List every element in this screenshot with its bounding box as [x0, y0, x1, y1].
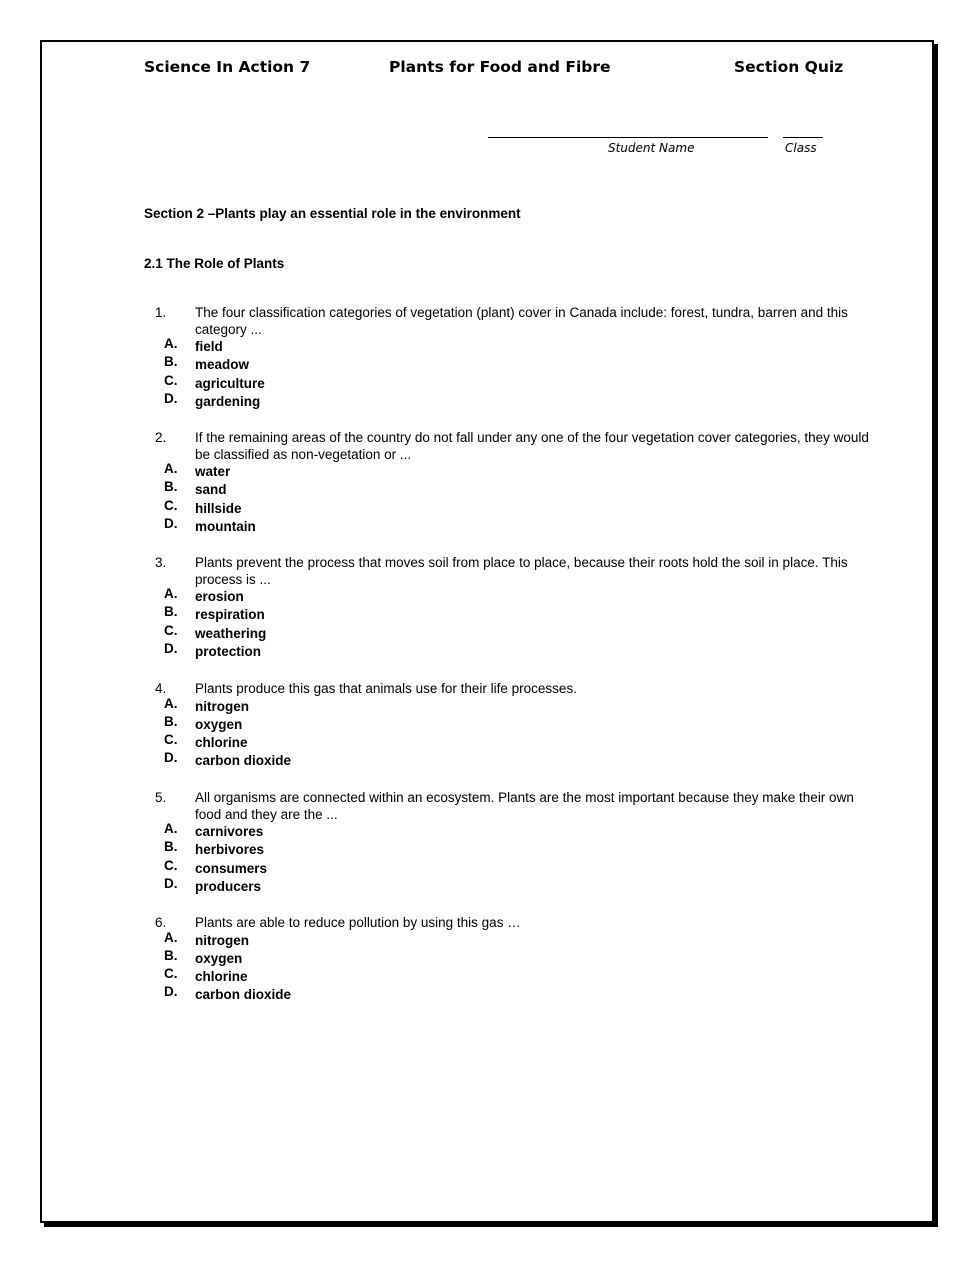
option-letter: C. [164, 966, 178, 982]
question-5 [144, 790, 874, 896]
option-a[interactable] [144, 823, 874, 841]
option-text: erosion [195, 589, 244, 604]
option-letter: C. [164, 497, 178, 513]
option-b[interactable] [144, 606, 874, 624]
option-letter: A. [164, 695, 178, 711]
subsection-heading: 2.1 The Role of Plants [144, 256, 285, 271]
option-text: respiration [195, 607, 265, 623]
option-text: mountain [195, 518, 256, 534]
option-text: sand [195, 482, 227, 498]
question-number: 4. [155, 681, 167, 696]
question-number: 5. [155, 790, 167, 805]
question-number: 2. [155, 430, 167, 445]
question-text: Plants are able to reduce pollution by using this gas … [195, 915, 521, 930]
question-number: 3. [155, 555, 167, 570]
option-d[interactable] [144, 640, 874, 661]
quiz-header [144, 58, 844, 80]
option-letter: D. [164, 515, 178, 531]
question-text: Plants produce this gas that animals use for their life processes. [195, 681, 577, 696]
option-d[interactable] [144, 986, 874, 1004]
option-text: oxygen [195, 716, 243, 732]
question-text: The four classification categories of vegetation (plant) cover in Canada include: forest, tundra, barren and this category ... [195, 305, 848, 337]
option-text: carbon dioxide [195, 753, 292, 769]
option-text: gardening [195, 393, 261, 409]
option-text: carnivores [195, 824, 264, 839]
option-d[interactable] [144, 875, 874, 896]
option-a[interactable] [144, 338, 874, 356]
option-letter: A. [164, 929, 178, 945]
option-text: agriculture [195, 375, 265, 391]
option-b[interactable] [144, 947, 874, 968]
option-c[interactable] [144, 968, 874, 986]
question-3 [144, 555, 874, 661]
option-letter: B. [164, 479, 178, 495]
option-letter: B. [164, 713, 178, 729]
quiz-type: Section Quiz [734, 58, 844, 76]
option-a[interactable] [144, 588, 874, 606]
student-name-field[interactable] [488, 137, 768, 138]
option-text: carbon dioxide [195, 987, 292, 1003]
option-text: oxygen [195, 950, 243, 966]
option-letter: B. [164, 839, 178, 855]
option-text: field [195, 339, 223, 354]
option-letter: C. [164, 372, 178, 388]
option-letter: C. [164, 622, 178, 638]
class-label: Class [785, 141, 817, 155]
option-text: consumers [195, 860, 268, 876]
option-text: producers [195, 878, 262, 894]
option-text: nitrogen [195, 932, 249, 948]
option-letter: D. [164, 390, 178, 406]
option-letter: A. [164, 461, 178, 476]
option-text: meadow [195, 357, 250, 373]
option-letter: A. [164, 336, 178, 351]
option-c[interactable] [144, 622, 874, 643]
question-text: All organisms are connected within an ecosystem. Plants are the most important because they make their own food and they are the ... [195, 790, 854, 822]
option-a[interactable] [144, 463, 874, 481]
option-text: chlorine [195, 969, 248, 985]
option-c[interactable] [144, 857, 874, 878]
option-text: weathering [195, 625, 267, 641]
option-d[interactable] [144, 752, 874, 770]
class-field[interactable] [783, 137, 823, 138]
option-d[interactable] [144, 390, 874, 411]
option-letter: A. [164, 821, 178, 836]
question-text: If the remaining areas of the country do not fall under any one of the four vegetation cover categories, they would be classified as non-vegetation or ... [195, 430, 869, 462]
option-c[interactable] [144, 372, 874, 393]
option-c[interactable] [144, 497, 874, 518]
student-name-label: Student Name [608, 141, 695, 155]
option-text: nitrogen [195, 698, 249, 714]
option-text: water [195, 464, 231, 479]
option-letter: D. [164, 640, 178, 656]
option-letter: B. [164, 604, 178, 620]
option-d[interactable] [144, 515, 874, 536]
question-2 [144, 430, 874, 536]
option-letter: D. [164, 750, 178, 766]
option-letter: A. [164, 586, 178, 601]
option-b[interactable] [144, 356, 874, 374]
option-a[interactable] [144, 695, 874, 716]
course-title: Science In Action 7 [144, 58, 311, 76]
option-b[interactable] [144, 713, 874, 734]
option-letter: B. [164, 947, 178, 963]
option-letter: C. [164, 857, 178, 873]
option-c[interactable] [144, 734, 874, 752]
question-6 [144, 915, 874, 1005]
option-letter: B. [164, 354, 178, 370]
option-letter: D. [164, 984, 178, 1000]
option-text: herbivores [195, 842, 265, 858]
question-number: 1. [155, 305, 167, 320]
question-text: Plants prevent the process that moves soil from place to place, because their roots hold the soil in place. This process is ... [195, 555, 848, 587]
option-text: hillside [195, 500, 242, 516]
section-heading: Section 2 –Plants play an essential role in the environment [144, 206, 521, 221]
question-1 [144, 305, 874, 411]
question-4 [144, 681, 874, 771]
option-text: protection [195, 643, 261, 659]
option-text: chlorine [195, 735, 248, 751]
option-a[interactable] [144, 929, 874, 950]
option-b[interactable] [144, 841, 874, 859]
option-b[interactable] [144, 481, 874, 499]
option-letter: C. [164, 732, 178, 748]
unit-title: Plants for Food and Fibre [389, 58, 611, 76]
option-letter: D. [164, 875, 178, 891]
question-number: 6. [155, 915, 167, 930]
